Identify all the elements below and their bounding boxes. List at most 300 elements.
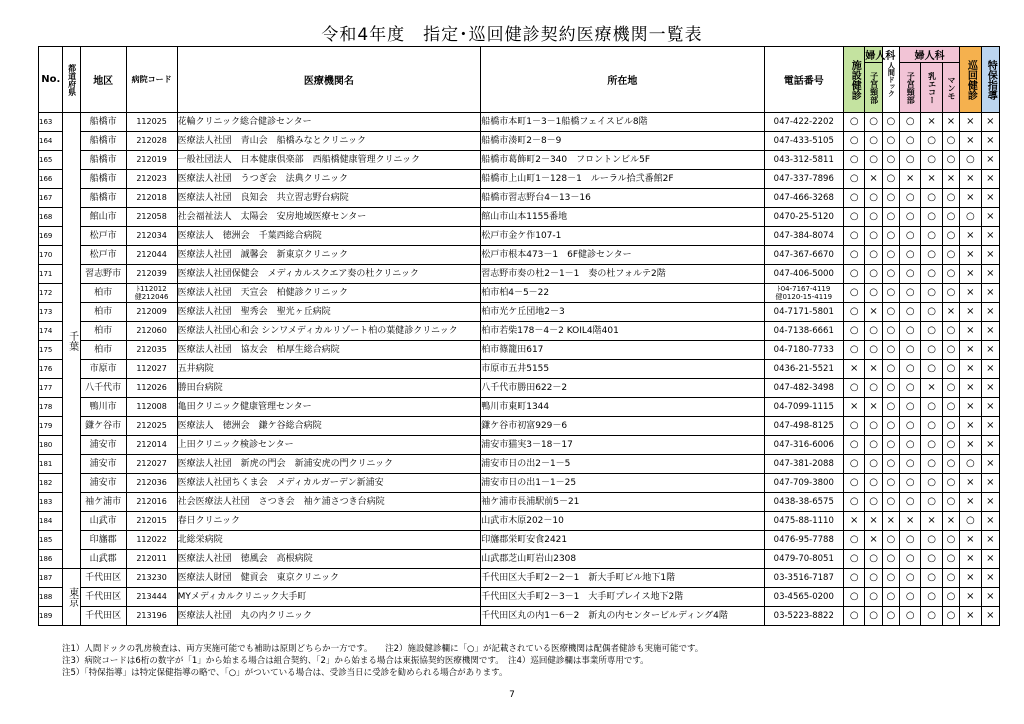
availability-mark: ○ [942,379,959,398]
area-cell: 市原市 [80,360,126,379]
row-number: 169 [39,227,63,246]
table-row [39,322,1000,341]
phone-cell: 04-7171-5801 [764,303,843,322]
availability-mark: ○ [942,531,959,550]
availability-mark: ○ [921,436,942,455]
availability-mark: × [921,170,942,189]
availability-mark: × [960,607,981,626]
availability-mark: ○ [900,493,921,512]
table-row [39,379,1000,398]
area-cell: 浦安市 [80,474,126,493]
address-cell: 浦安市日の出2－1－5 [481,455,764,474]
institution-name-cell: 医療法人社団 丸の内クリニック [177,607,481,626]
availability-mark: ○ [865,227,882,246]
table-row [39,455,1000,474]
availability-mark: × [981,474,999,493]
phone-cell: 043-312-5811 [764,151,843,170]
availability-mark: × [942,303,959,322]
availability-mark: × [981,512,999,531]
availability-mark: ○ [921,132,942,151]
address-cell: 船橋市習志野台4－13－16 [481,189,764,208]
availability-mark: × [981,132,999,151]
availability-mark: ○ [882,398,899,417]
row-number: 164 [39,132,63,151]
availability-mark: × [942,170,959,189]
availability-mark: ○ [921,493,942,512]
table-row [39,607,1000,626]
availability-mark: ○ [942,360,959,379]
table-row [39,132,1000,151]
availability-mark: ○ [942,607,959,626]
address-cell: 印旛郡栄町安食2421 [481,531,764,550]
availability-mark: ○ [942,436,959,455]
phone-cell: 0479-70-8051 [764,550,843,569]
availability-mark: × [865,531,882,550]
availability-mark: ○ [921,569,942,588]
table-row [39,341,1000,360]
institution-name-cell: 医療法人社団 うつぎ会 法典クリニック [177,170,481,189]
area-cell: 浦安市 [80,455,126,474]
address-cell: 山武郡芝山町岩山2308 [481,550,764,569]
availability-mark: ○ [865,151,882,170]
availability-mark: ○ [882,474,899,493]
availability-mark: ○ [900,322,921,341]
availability-mark: ○ [942,341,959,360]
phone-cell: ﾄ04-7167-4119 健0120-15-4119 [764,284,843,303]
availability-mark: ○ [844,246,865,265]
institution-name-cell: 医療法人 徳洲会 千葉西総合病院 [177,227,481,246]
address-cell: 山武市木原202－10 [481,512,764,531]
availability-mark: × [960,417,981,436]
note-line: 注5）「特保指導」は特定保健指導の略で、「○」がついている場合は、受診当日に受診を勧められる場合があります。 [62,668,508,678]
page-title: 令和4年度 指定･巡回健診契約医療機関一覧表 [321,25,703,45]
availability-mark: ○ [865,607,882,626]
availability-mark: ○ [960,151,981,170]
availability-mark: ○ [900,284,921,303]
availability-mark: ○ [865,417,882,436]
availability-mark: × [960,493,981,512]
availability-mark: ○ [921,417,942,436]
availability-mark: ○ [882,284,899,303]
availability-mark: ○ [844,550,865,569]
institution-name-cell: 五井病院 [177,360,481,379]
availability-mark: ○ [942,227,959,246]
availability-mark: ○ [882,303,899,322]
address-cell: 浦安市日の出1－1－25 [481,474,764,493]
availability-mark: × [981,379,999,398]
availability-mark: ○ [844,531,865,550]
address-cell: 船橋市本町1－3－1船橋フェイスビル8階 [481,113,764,132]
header-pref: 都道府県 [63,47,80,113]
availability-mark: × [981,531,999,550]
hospital-code-cell: 213196 [126,607,177,626]
note-line: 注1）人間ドックの乳房検査は、両方実施可能でも補助は原則どちらか一方です。 注2）施設健診欄に「○」が記載されている医療機関は配偶者健診も実施可能です。 [62,644,704,654]
hospital-code-cell: 212028 [126,132,177,151]
address-cell: 船橋市葛飾町2－340 フロントンビル5F [481,151,764,170]
availability-mark: ○ [882,132,899,151]
table-row [39,303,1000,322]
availability-mark: ○ [921,588,942,607]
availability-mark: × [960,588,981,607]
phone-cell: 047-482-3498 [764,379,843,398]
note-line: 注3）病院コードは6桁の数字が「1」から始まる場合は組合契約、「2」から始まる場合は東振協契約医療機関です。 注4）巡回健診欄は事業所専用です。 [62,656,649,666]
availability-mark: × [882,512,899,531]
area-cell: 袖ケ浦市 [80,493,126,512]
row-number: 178 [39,398,63,417]
availability-mark: ○ [921,208,942,227]
availability-mark: ○ [865,493,882,512]
area-cell: 千代田区 [80,569,126,588]
hospital-code-cell: 212036 [126,474,177,493]
phone-cell: 047-337-7896 [764,170,843,189]
availability-mark: × [981,265,999,284]
availability-mark: ○ [960,455,981,474]
availability-mark: ○ [942,189,959,208]
page-number: 7 [509,690,515,700]
availability-mark: ○ [844,208,865,227]
phone-cell: 047-381-2088 [764,455,843,474]
header-tokuho: 特保指導 [981,47,999,113]
availability-mark: ○ [900,379,921,398]
table-row [39,113,1000,132]
availability-mark: ○ [865,265,882,284]
availability-mark: ○ [844,151,865,170]
availability-mark: ○ [942,132,959,151]
availability-mark: ○ [921,398,942,417]
availability-mark: ○ [865,113,882,132]
availability-mark: ○ [865,436,882,455]
availability-mark: ○ [942,417,959,436]
availability-mark: × [960,436,981,455]
availability-mark: ○ [921,151,942,170]
address-cell: 柏市若柴178－4－2 KOIL4階401 [481,322,764,341]
availability-mark: ○ [882,379,899,398]
medical-institution-table [38,46,1000,626]
availability-mark: × [960,398,981,417]
table-row [39,512,1000,531]
area-cell: 山武市 [80,512,126,531]
address-cell: 習志野市奏の杜2－1－1 奏の杜フォルテ2階 [481,265,764,284]
table-row [39,493,1000,512]
availability-mark: ○ [882,189,899,208]
table-header [39,47,1000,113]
hospital-code-cell: 112025 [126,113,177,132]
table-row [39,284,1000,303]
availability-mark: ○ [882,170,899,189]
area-cell: 船橋市 [80,151,126,170]
row-number: 165 [39,151,63,170]
row-number: 188 [39,588,63,607]
availability-mark: ○ [865,341,882,360]
availability-mark: ○ [942,455,959,474]
availability-mark: ○ [921,227,942,246]
availability-mark: ○ [882,246,899,265]
area-cell: 松戸市 [80,227,126,246]
area-cell: 浦安市 [80,436,126,455]
phone-cell: 04-7180-7733 [764,341,843,360]
availability-mark: ○ [882,493,899,512]
availability-mark: × [981,322,999,341]
table-row [39,531,1000,550]
phone-cell: 0475-88-1110 [764,512,843,531]
address-cell: 袖ケ浦市長浦駅前5－21 [481,493,764,512]
table-row [39,550,1000,569]
availability-mark: × [960,550,981,569]
availability-mark: × [981,341,999,360]
availability-mark: × [981,284,999,303]
availability-mark: ○ [900,265,921,284]
availability-mark: ○ [921,531,942,550]
availability-mark: × [960,113,981,132]
table-row [39,398,1000,417]
availability-mark: ○ [921,550,942,569]
availability-mark: ○ [882,455,899,474]
availability-mark: ○ [865,132,882,151]
availability-mark: ○ [844,265,865,284]
phone-cell: 047-709-3800 [764,474,843,493]
row-number: 163 [39,113,63,132]
phone-cell: 04-7138-6661 [764,322,843,341]
prefecture-cell: 千葉 [63,113,80,569]
row-number: 184 [39,512,63,531]
availability-mark: ○ [921,341,942,360]
institution-name-cell: 一般社団法人 日本健康倶楽部 西船橋健康管理クリニック [177,151,481,170]
row-number: 185 [39,531,63,550]
hospital-code-cell: 212027 [126,455,177,474]
availability-mark: × [981,569,999,588]
availability-mark: × [865,170,882,189]
availability-mark: ○ [900,303,921,322]
address-cell: 鎌ケ谷市初富929－6 [481,417,764,436]
availability-mark: ○ [844,341,865,360]
row-number: 170 [39,246,63,265]
availability-mark: × [960,531,981,550]
availability-mark: ○ [865,208,882,227]
availability-mark: × [960,132,981,151]
availability-mark: ○ [942,474,959,493]
area-cell: 山武郡 [80,550,126,569]
header-nyu: 乳エコー [921,63,942,113]
availability-mark: ○ [865,455,882,474]
area-cell: 千代田区 [80,588,126,607]
row-number: 173 [39,303,63,322]
availability-mark: ○ [865,474,882,493]
availability-mark: × [942,113,959,132]
institution-name-cell: 春日クリニック [177,512,481,531]
availability-mark: ○ [882,607,899,626]
availability-mark: × [844,512,865,531]
table-row [39,569,1000,588]
availability-mark: × [960,303,981,322]
row-number: 180 [39,436,63,455]
availability-mark: ○ [942,322,959,341]
availability-mark: ○ [844,132,865,151]
availability-mark: ○ [844,436,865,455]
hospital-code-cell: 212034 [126,227,177,246]
phone-cell: 0476-95-7788 [764,531,843,550]
header-mammo: マンモ [942,63,959,113]
availability-mark: ○ [844,303,865,322]
availability-mark: ○ [942,265,959,284]
phone-cell: 047-384-8074 [764,227,843,246]
availability-mark: ○ [865,322,882,341]
availability-mark: ○ [900,417,921,436]
institution-name-cell: 上田クリニック検診センター [177,436,481,455]
availability-mark: × [865,360,882,379]
availability-mark: × [981,170,999,189]
institution-name-cell: 北総栄病院 [177,531,481,550]
address-cell: 柏市光ケ丘団地2－3 [481,303,764,322]
availability-mark: × [981,151,999,170]
row-number: 174 [39,322,63,341]
availability-mark: × [981,303,999,322]
institution-name-cell: 医療法人社団 天宣会 柏健診クリニック [177,284,481,303]
hospital-code-cell: ﾄ112012 健212046 [126,284,177,303]
hospital-code-cell: 212060 [126,322,177,341]
hospital-code-cell: 212023 [126,170,177,189]
availability-mark: ○ [882,208,899,227]
address-cell: 千代田区大手町2－2－1 新大手町ビル地下1階 [481,569,764,588]
table-row [39,474,1000,493]
institution-name-cell: 医療法人社団 新虎の門会 新浦安虎の門クリニック [177,455,481,474]
address-cell: 鴨川市東町1344 [481,398,764,417]
availability-mark: ○ [900,455,921,474]
availability-mark: × [844,360,865,379]
availability-mark: ○ [900,360,921,379]
availability-mark: ○ [844,493,865,512]
table-row [39,360,1000,379]
row-number: 171 [39,265,63,284]
area-cell: 柏市 [80,303,126,322]
availability-mark: × [981,360,999,379]
availability-mark: ○ [882,265,899,284]
availability-mark: ○ [921,265,942,284]
institution-name-cell: 社会医療法人社団 さつき会 袖ケ浦さつき台病院 [177,493,481,512]
area-cell: 鎌ケ谷市 [80,417,126,436]
row-number: 181 [39,455,63,474]
availability-mark: ○ [921,360,942,379]
availability-mark: ○ [844,569,865,588]
area-cell: 船橋市 [80,132,126,151]
table-row [39,588,1000,607]
phone-cell: 03-4565-0200 [764,588,843,607]
availability-mark: ○ [900,208,921,227]
availability-mark: ○ [865,588,882,607]
availability-mark: × [960,341,981,360]
availability-mark: ○ [921,474,942,493]
phone-cell: 047-422-2202 [764,113,843,132]
availability-mark: ○ [900,189,921,208]
hospital-code-cell: 212018 [126,189,177,208]
hospital-code-cell: 212058 [126,208,177,227]
institution-name-cell: 花輪クリニック総合健診センター [177,113,481,132]
hospital-code-cell: 212015 [126,512,177,531]
institution-name-cell: 医療法人社団心和会 シンワメディカルリゾート柏の葉健診クリニック [177,322,481,341]
availability-mark: ○ [844,322,865,341]
availability-mark: ○ [865,550,882,569]
availability-mark: ○ [882,550,899,569]
row-number: 183 [39,493,63,512]
availability-mark: ○ [900,531,921,550]
availability-mark: ○ [882,322,899,341]
availability-mark: × [981,550,999,569]
table-row [39,265,1000,284]
availability-mark: × [981,208,999,227]
header-code: 病院コード [126,47,177,113]
availability-mark: × [960,322,981,341]
availability-mark: ○ [882,113,899,132]
hospital-code-cell: 213444 [126,588,177,607]
address-cell: 千代田区大手町2－3－1 大手町プレイス地下2階 [481,588,764,607]
area-cell: 柏市 [80,322,126,341]
header-fujinka: 婦人科 [900,47,960,63]
row-number: 167 [39,189,63,208]
availability-mark: ○ [844,284,865,303]
availability-mark: × [981,455,999,474]
availability-mark: ○ [942,588,959,607]
phone-cell: 047-316-6006 [764,436,843,455]
availability-mark: × [960,474,981,493]
availability-mark: × [960,284,981,303]
availability-mark: ○ [942,246,959,265]
availability-mark: × [900,512,921,531]
availability-mark: ○ [900,246,921,265]
phone-cell: 0436-21-5521 [764,360,843,379]
availability-mark: × [865,303,882,322]
table-row [39,417,1000,436]
row-number: 177 [39,379,63,398]
availability-mark: ○ [844,588,865,607]
area-cell: 松戸市 [80,246,126,265]
header-tel: 電話番号 [764,47,843,113]
availability-mark: × [981,113,999,132]
area-cell: 柏市 [80,284,126,303]
availability-mark: ○ [942,398,959,417]
row-number: 176 [39,360,63,379]
institution-name-cell: 医療法人社団 聖秀会 聖光ヶ丘病院 [177,303,481,322]
availability-mark: ○ [882,227,899,246]
availability-mark: × [900,170,921,189]
row-number: 168 [39,208,63,227]
availability-mark: × [921,379,942,398]
availability-mark: ○ [844,379,865,398]
availability-mark: ○ [844,474,865,493]
availability-mark: ○ [865,379,882,398]
availability-mark: ○ [900,151,921,170]
availability-mark: × [865,512,882,531]
header-shikyu2: 子宮頸部 [900,63,921,113]
institution-name-cell: 社会福祉法人 太陽会 安房地域医療センター [177,208,481,227]
header-shisetsu: 施設健診 [844,47,865,113]
address-cell: 浦安市猫実3－18－17 [481,436,764,455]
phone-cell: 0438-38-6575 [764,493,843,512]
availability-mark: ○ [942,284,959,303]
availability-mark: ○ [942,208,959,227]
availability-mark: ○ [921,246,942,265]
availability-mark: ○ [921,189,942,208]
availability-mark: ○ [882,531,899,550]
availability-mark: × [981,398,999,417]
institution-name-cell: 医療法人 徳洲会 鎌ケ谷総合病院 [177,417,481,436]
availability-mark: ○ [882,588,899,607]
address-cell: 柏市柏4－5－22 [481,284,764,303]
hospital-code-cell: 212025 [126,417,177,436]
availability-mark: × [981,493,999,512]
header-ningen: 人間ドック [882,47,899,113]
availability-mark: ○ [844,189,865,208]
header-shikyu1: 子宮頸部 [865,63,882,113]
address-cell: 市原市五井5155 [481,360,764,379]
